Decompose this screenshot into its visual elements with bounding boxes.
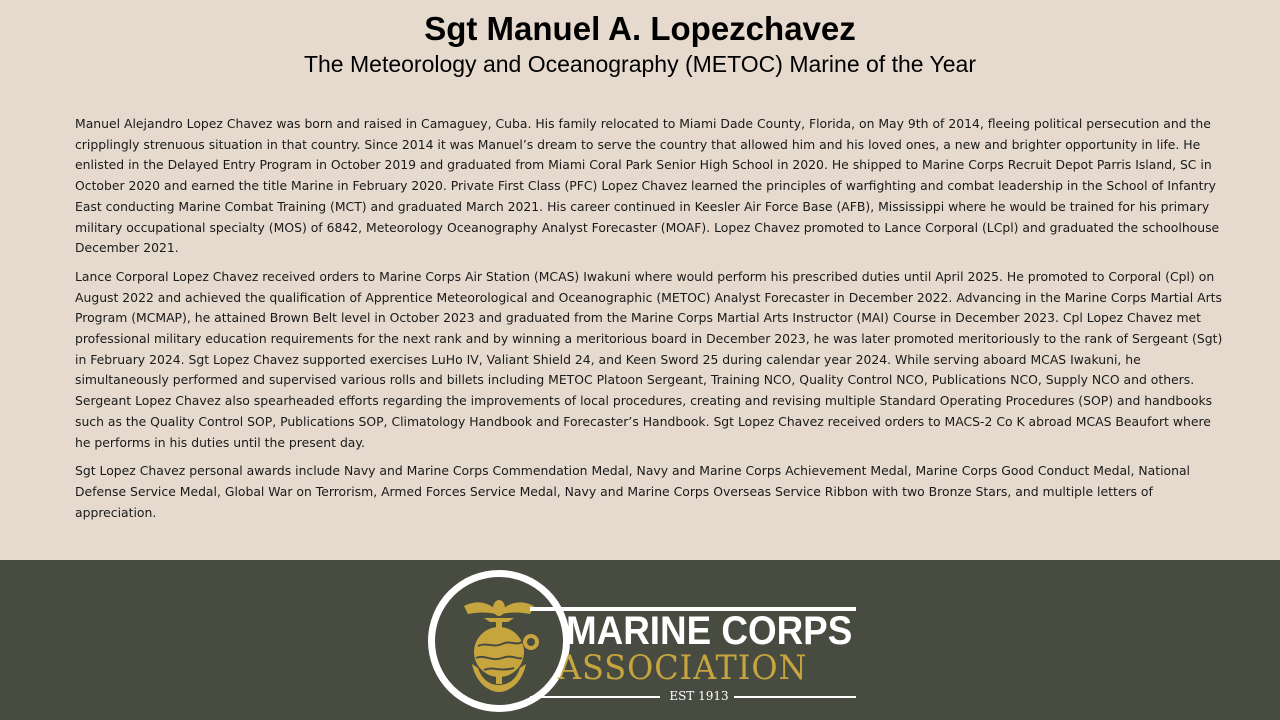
logo-marine-corps-text: MARINE CORPS (566, 609, 853, 653)
page-title: Sgt Manuel A. Lopezchavez (424, 10, 856, 47)
logo-established-text: EST 1913 (669, 689, 729, 703)
biography-paragraph-1: Manuel Alejandro Lopez Chavez was born and raised in Camaguey, Cuba. His family relocated to Miami Dade County, Florida, on May 9th of 2014, fleeing political persecution and the cripplingly strenuous situation in that country. Since 2014 it was Manuel’s dream to serve the country that allowed him and his loved ones, a new and brighter opportunity in life. He enlisted in the Delayed Entry Program in October 2019 and graduated from Miami Coral Park Senior High School in 2020. He shipped to Marine Corps Recruit Depot Parris Island, SC in October 2020 and earned the title Marine in February 2020. Private First Class (PFC) Lopez Chavez learned the principles of warfighting and combat leadership in the School of Infantry East conducting Marine Combat Training (MCT) and graduated March 2021. His career continued in Keesler Air Force Base (AFB), Mississippi where he would be trained for his primary military occupational specialty (MOS) of 6842, Meteorology Oceanography Analyst Forecaster (MOAF). Lopez Chavez promoted to Lance Corporal (LCpl) and graduated the schoolhouse December 2021. (75, 116, 1220, 256)
logo-association-text: ASSOCIATION (558, 648, 808, 688)
biography-text (75, 114, 1225, 531)
logo-bottom-rule-right (734, 696, 856, 698)
page-subtitle: The Meteorology and Oceanography (METOC) Marine of the Year (303, 51, 977, 77)
logo-wordmark (530, 604, 856, 704)
logo-bottom-rule-left (530, 696, 660, 698)
biography-paragraph-3: Sgt Lopez Chavez personal awards include Navy and Marine Corps Commendation Medal, Navy and Marine Corps Achievement Medal, Marine Corps Good Conduct Medal, National Defense Service Medal, Global War on Terrorism, Armed Forces Service Medal, Navy and Marine Corps Overseas Service Ribbon with two Bronze Stars, and multiple letters of appreciation. (75, 463, 1190, 520)
footer-band (0, 560, 1280, 720)
marine-corps-association-logo (426, 568, 866, 714)
biography-paragraph-2: Lance Corporal Lopez Chavez received orders to Marine Corps Air Station (MCAS) Iwakuni where would perform his prescribed duties until April 2025. He promoted to Corporal (Cpl) on August 2022 and achieved the qualification of Apprentice Meteorological and Oceanographic (METOC) Analyst Forecaster in December 2022. Advancing in the Marine Corps Martial Arts Program (MCMAP), he attained Brown Belt level in October 2023 and graduated from the Marine Corps Martial Arts Instructor (MAI) Course in December 2023. Cpl Lopez Chavez met professional military education requirements for the next rank and by winning a meritorious board in December 2023, he was later promoted meritoriously to the rank of Sergeant (Sgt) in February 2024. Sgt Lopez Chavez supported exercises LuHo IV, Valiant Shield 24, and Keen Sword 25 during calendar year 2024. While serving aboard MCAS Iwakuni, he simultaneously performed and supervised various rolls and billets including METOC Platoon Sergeant, Training NCO, Quality Control NCO, Publications NCO, Supply NCO and others. Sergeant Lopez Chavez also spearheaded efforts regarding the improvements of local procedures, creating and revising multiple Standard Operating Procedures (SOP) and handbooks such as the Quality Control SOP, Publications SOP, Climatology Handbook and Forecaster’s Handbook. Sgt Lopez Chavez received orders to MACS-2 Co K abroad MCAS Beaufort where he performs in his duties until the present day. (75, 268, 1223, 450)
